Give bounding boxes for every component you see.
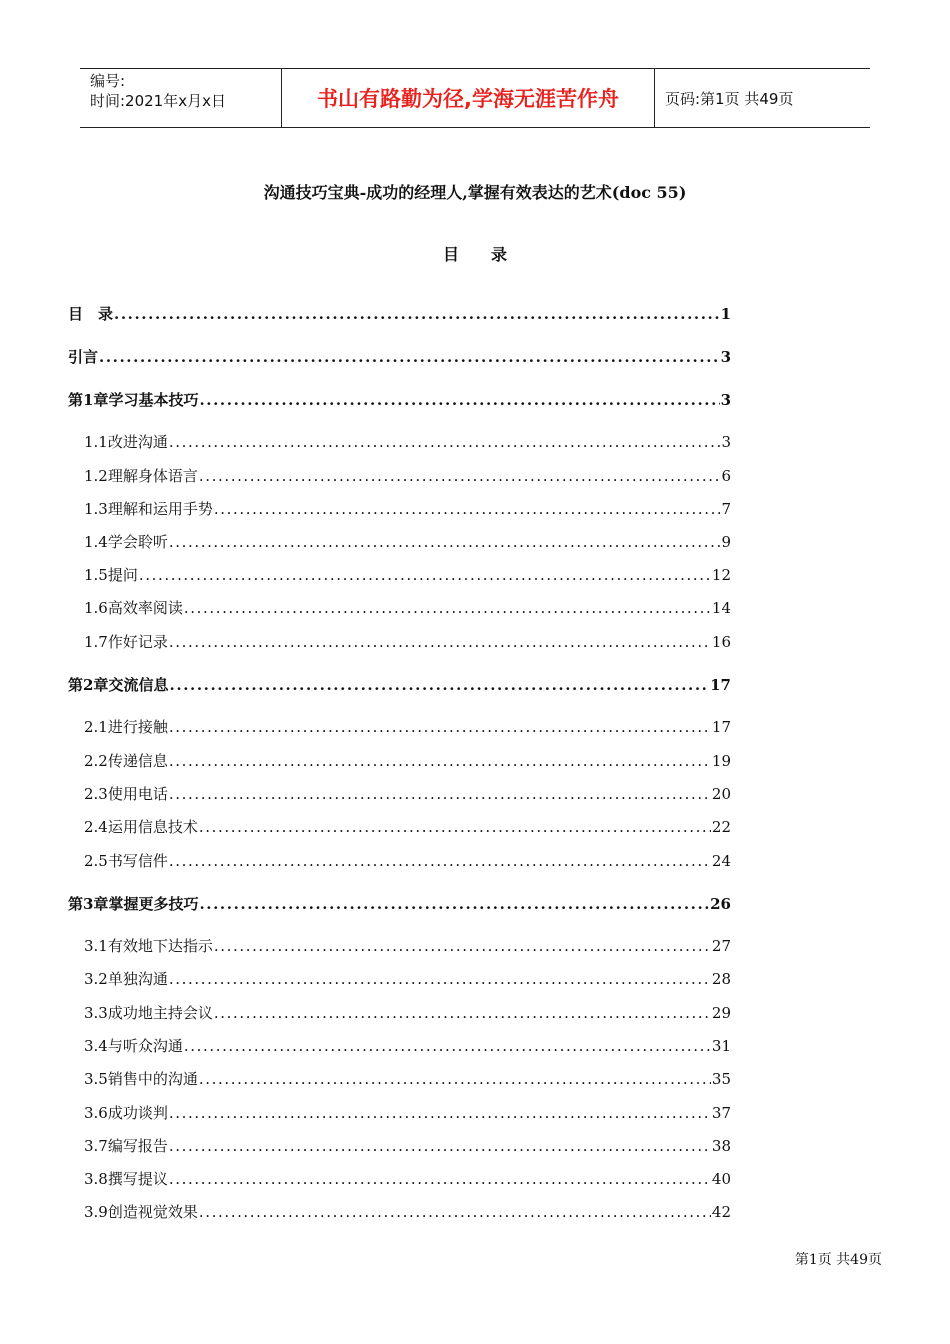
toc-section-entry[interactable] — [84, 1035, 731, 1057]
toc-page-number: 42 — [711, 1203, 731, 1221]
toc-dot-leader — [114, 303, 720, 325]
toc-section-entry[interactable] — [84, 1135, 731, 1157]
toc-section-entry[interactable] — [84, 968, 731, 990]
toc-dot-leader — [169, 431, 721, 453]
toc-chapter-number: 第3章 — [68, 895, 109, 913]
toc-section-entry[interactable] — [84, 716, 731, 738]
toc-entry-label: 2.3使用电话 — [84, 785, 168, 803]
toc-dot-leader — [199, 465, 721, 487]
toc-dot-leader — [214, 935, 711, 957]
toc-section-entry[interactable] — [84, 750, 731, 772]
toc-chapter-entry[interactable] — [68, 346, 731, 368]
toc-chapter-number: 第2章 — [68, 676, 109, 694]
toc-dot-leader — [169, 631, 711, 653]
toc-page-number: 3 — [721, 433, 731, 451]
toc-page-number: 29 — [711, 1004, 731, 1022]
toc-dot-leader — [184, 597, 711, 619]
toc-dot-leader — [214, 1002, 711, 1024]
toc-section-entry[interactable] — [84, 465, 731, 487]
toc-entry-label: 3.6成功谈判 — [84, 1104, 168, 1122]
toc-entry-label: 2.2传递信息 — [84, 752, 168, 770]
toc-entry-label: 3.3成功地主持会议 — [84, 1004, 213, 1022]
toc-entry-label: 1.7作好记录 — [84, 633, 168, 651]
toc-page-number: 14 — [711, 599, 731, 617]
toc-page-number: 9 — [721, 533, 731, 551]
toc-entry-label: 2.1进行接触 — [84, 718, 168, 736]
toc-section-entry[interactable] — [84, 498, 731, 520]
toc-page-number: 24 — [711, 852, 731, 870]
toc-chapter-entry[interactable] — [68, 389, 731, 411]
toc-page-number: 35 — [711, 1070, 731, 1088]
toc-section-entry[interactable] — [84, 1102, 731, 1124]
toc-dot-leader — [184, 1035, 711, 1057]
toc-section-entry[interactable] — [84, 1168, 731, 1190]
toc-page-number: 3 — [720, 348, 731, 366]
toc-entry-label: 目 录 — [68, 305, 114, 323]
toc-dot-leader — [169, 750, 711, 772]
toc-entry-label: 交流信息 — [108, 676, 169, 694]
toc-page-number: 26 — [710, 895, 731, 913]
toc-entry-label: 引言 — [68, 348, 99, 366]
toc-page-number: 17 — [710, 676, 731, 694]
toc-page-number: 31 — [711, 1037, 731, 1055]
toc-page-number: 3 — [720, 391, 731, 409]
toc-entry-label: 2.5书写信件 — [84, 852, 168, 870]
toc-entry-label: 3.2单独沟通 — [84, 970, 168, 988]
footer-page-info: 第1页 共49页 — [794, 1252, 882, 1268]
toc-dot-leader — [199, 893, 709, 915]
toc-entry-label: 1.6高效率阅读 — [84, 599, 183, 617]
toc-entry-label: 2.4运用信息技术 — [84, 818, 198, 836]
toc-entry-label: 1.1改进沟通 — [84, 433, 168, 451]
toc-entry-label: 掌握更多技巧 — [108, 895, 199, 913]
toc-page-number: 12 — [711, 566, 731, 584]
toc-dot-leader — [169, 716, 711, 738]
toc-entry-label: 1.2理解身体语言 — [84, 467, 198, 485]
toc-dot-leader — [169, 850, 711, 872]
toc-dot-leader — [199, 389, 719, 411]
toc-page-number: 19 — [711, 752, 731, 770]
toc-dot-leader — [169, 968, 711, 990]
toc-page-number: 38 — [711, 1137, 731, 1155]
toc-entry-label: 1.4学会聆听 — [84, 533, 168, 551]
toc-page-number: 37 — [711, 1104, 731, 1122]
toc-dot-leader — [169, 1135, 711, 1157]
toc-section-entry[interactable] — [84, 631, 731, 653]
toc-page-number: 7 — [721, 500, 731, 518]
toc-page-number: 1 — [720, 305, 731, 323]
toc-entry-label: 3.9创造视觉效果 — [84, 1203, 198, 1221]
toc-section-entry[interactable] — [84, 850, 731, 872]
toc-page-number: 6 — [721, 467, 731, 485]
toc-dot-leader — [199, 1068, 711, 1090]
toc-page-number: 40 — [711, 1170, 731, 1188]
toc-section-entry[interactable] — [84, 564, 731, 586]
toc-dot-leader — [199, 1201, 711, 1223]
toc-chapter-entry[interactable] — [68, 303, 731, 325]
toc-page-number: 16 — [711, 633, 731, 651]
header-motto: 书山有路勤为径,学海无涯苦作舟 — [282, 69, 655, 127]
toc-chapter-entry[interactable] — [68, 674, 731, 696]
document-title: 沟通技巧宝典-成功的经理人,掌握有效表达的艺术(doc 55) — [263, 183, 687, 202]
toc-page-number: 27 — [711, 937, 731, 955]
toc-entry-label: 1.3理解和运用手势 — [84, 500, 213, 518]
toc-section-entry[interactable] — [84, 1002, 731, 1024]
header-number-label: 编号: — [90, 72, 126, 90]
toc-dot-leader — [99, 346, 720, 368]
header-page-info: 页码:第1页 共49页 — [665, 89, 794, 108]
toc-dot-leader — [139, 564, 711, 586]
toc-section-entry[interactable] — [84, 935, 731, 957]
toc-dot-leader — [169, 1102, 711, 1124]
toc-dot-leader — [214, 498, 721, 520]
toc-section-entry[interactable] — [84, 1068, 731, 1090]
toc-section-entry[interactable] — [84, 783, 731, 805]
toc-entry-label: 3.7编写报告 — [84, 1137, 168, 1155]
toc-page-number: 28 — [711, 970, 731, 988]
header-date-label: 时间:2021年x月x日 — [90, 92, 226, 110]
toc-dot-leader — [170, 674, 710, 696]
toc-entry-label: 3.8撰写提议 — [84, 1170, 168, 1188]
toc-chapter-number: 第1章 — [68, 391, 109, 409]
toc-dot-leader — [199, 816, 711, 838]
toc-entry-label: 学习基本技巧 — [108, 391, 199, 409]
toc-dot-leader — [169, 1168, 711, 1190]
toc-dot-leader — [169, 783, 711, 805]
toc-page-number: 17 — [711, 718, 731, 736]
toc-page-number: 20 — [711, 785, 731, 803]
toc-dot-leader — [169, 531, 721, 553]
toc-entry-label: 1.5提问 — [84, 566, 138, 584]
toc-section-entry[interactable] — [84, 597, 731, 619]
toc-section-entry[interactable] — [84, 816, 731, 838]
toc-section-entry[interactable] — [84, 431, 731, 453]
toc-heading: 目录 — [442, 245, 539, 264]
toc-chapter-entry[interactable] — [68, 893, 731, 915]
toc-section-entry[interactable] — [84, 531, 731, 553]
toc-entry-label: 3.4与听众沟通 — [84, 1037, 183, 1055]
toc-entry-label: 3.1有效地下达指示 — [84, 937, 213, 955]
toc-page-number: 22 — [711, 818, 731, 836]
toc-section-entry[interactable] — [84, 1201, 731, 1223]
toc-entry-label: 3.5销售中的沟通 — [84, 1070, 198, 1088]
